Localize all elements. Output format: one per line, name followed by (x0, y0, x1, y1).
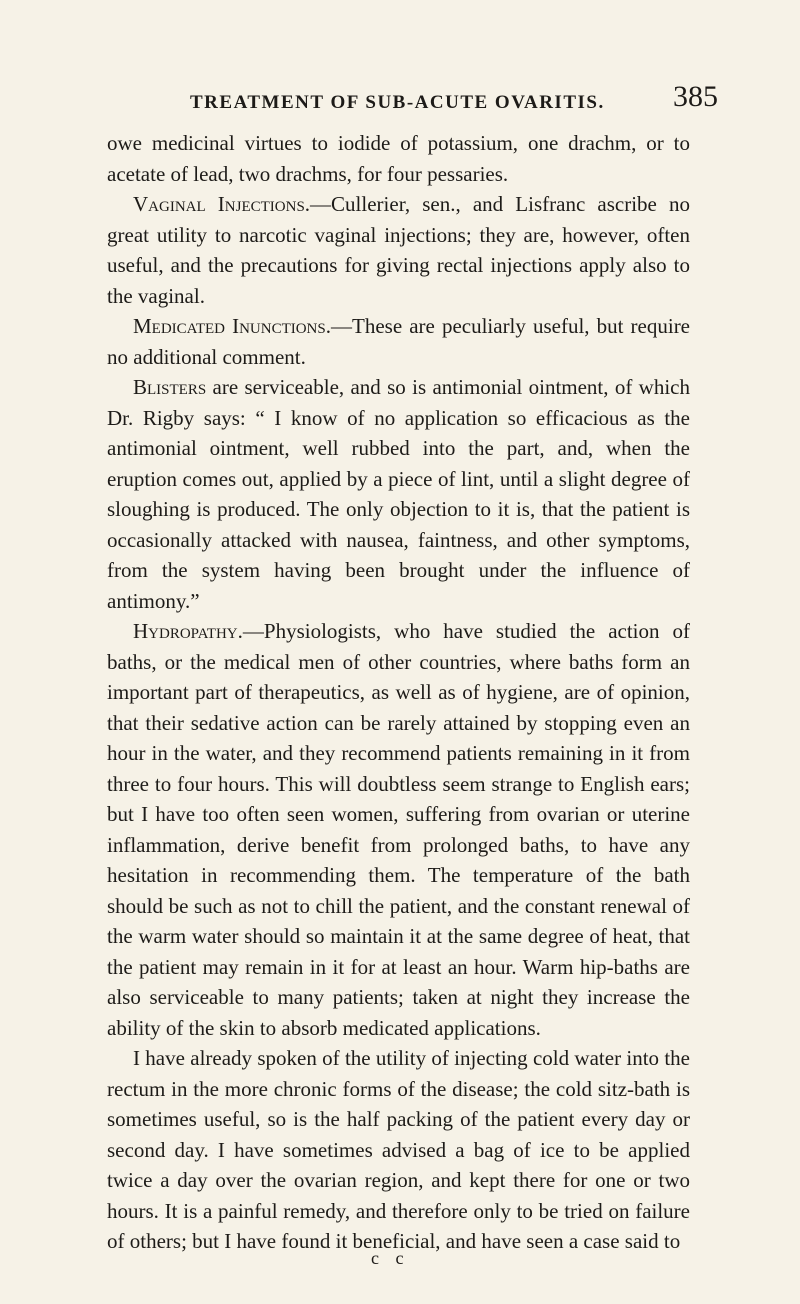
paragraph (107, 616, 690, 1043)
paragraph-heading: Blisters (133, 375, 207, 399)
paragraph-text: —These are peculiarly useful, but require no additional comment. (107, 314, 691, 369)
page-number: 385 (673, 80, 718, 113)
paragraph-text: owe medicinal virtues to iodide of potassium, one drachm, or to acetate of lead, two drachms, for four pessaries. (107, 131, 690, 186)
paragraph-text: I have already spoken of the utility of injecting cold water into the rectum in the more chronic forms of the disease; the cold sitz-bath is sometimes useful, so is the half packing of the patient every day or second day. I have sometimes advised a bag of ice to be applied twice a day over the ovarian region, and kept there for one or two hours. It is a painful remedy, and therefore only to be tried on failure of others; but I have found it beneficial, and have seen a case said to (107, 1046, 690, 1253)
paragraph (107, 1043, 690, 1257)
paragraph (107, 311, 690, 372)
paragraph-text: —Physiologists, who have studied the action of baths, or the medical men of other countries, where baths form an important part of therapeutics, as well as of hygiene, are of opinion, that their sedative action can be rarely attained by stopping even an hour in the water, and they recommend patients remaining in it from three to four hours. This will doubtless seem strange to English ears; but I have too often seen women, suffering from ovarian or uterine inflammation, derive benefit from prolonged baths, to have any hesitation in recommending them. The temperature of the bath should be such as not to chill the patient, and the constant renewal of the warm water should so maintain it at the same degree of heat, that the patient may remain in it for at least an hour. Warm hip-baths are also serviceable to many patients; taken at night they increase the ability of the skin to absorb medicated applications. (107, 619, 690, 1040)
paragraph-heading: Vaginal Injections. (133, 192, 311, 216)
body-text (107, 128, 690, 1257)
paragraph (107, 128, 690, 189)
running-title: TREATMENT OF SUB-ACUTE OVARITIS. (190, 92, 605, 113)
paragraph (107, 372, 690, 616)
signature-mark: c c (371, 1248, 410, 1268)
paragraph-text: —Cullerier, sen., and Lisfranc ascribe no great utility to narcotic vaginal injections; they are, however, often useful, and the precautions for giving rectal injections apply also to the vaginal. (107, 192, 690, 308)
paragraph-heading: Hydropathy. (133, 619, 243, 643)
paragraph-heading: Medicated Inunctions. (133, 314, 331, 338)
paragraph (107, 189, 690, 311)
paragraph-text: are serviceable, and so is antimonial ointment, of which Dr. Rigby says: “ I know of no application so efficacious as the antimonial ointment, well rubbed into the part, and, when the eruption comes out, applied by a piece of lint, until a slight degree of sloughing is produced. The only objection to it is, that the patient is occasionally attacked with nausea, faintness, and other symptoms, from the system having been brought under the influence of antimony.” (107, 375, 690, 613)
